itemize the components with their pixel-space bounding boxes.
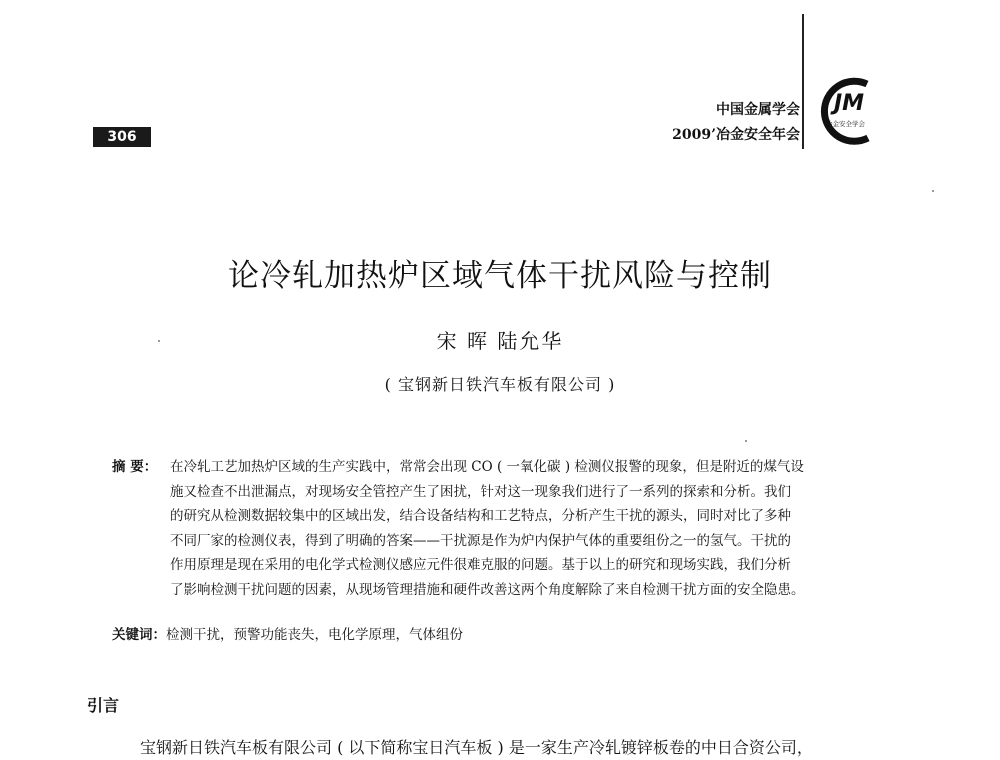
abstract-line: 了影响检测干扰问题的因素，从现场管理措施和硬件改善这两个角度解除了来自检测干扰方面的安全隐患。 bbox=[170, 581, 805, 598]
abstract-line: 施又检查不出泄漏点，对现场安全管控产生了困扰，针对这一现象我们进行了一系列的探索和分析。我们 bbox=[170, 483, 791, 500]
scan-speck bbox=[745, 440, 747, 442]
svg-text:JM: JM bbox=[834, 91, 865, 116]
paper-affiliation: ( 宝钢新日铁汽车板有限公司 ) bbox=[384, 375, 616, 394]
scan-speck bbox=[158, 340, 160, 342]
page-number: 306 bbox=[93, 127, 151, 147]
society-name: 中国金属学会 bbox=[716, 102, 800, 118]
keywords-text: 检测干扰，预警功能丧失，电化学原理，气体组份 bbox=[166, 627, 463, 643]
abstract bbox=[112, 455, 892, 602]
abstract-label: 摘 要： bbox=[112, 459, 158, 475]
abstract-line: 的研究从检测数据较集中的区域出发，结合设备结构和工艺特点，分析产生干扰的源头，同时对比了多种 bbox=[170, 508, 791, 524]
abstract-line bbox=[112, 455, 892, 480]
keywords bbox=[112, 623, 463, 643]
logo-caption: 冶金安全学会 bbox=[826, 120, 865, 128]
conference-name: 2009’冶金安全年会 bbox=[672, 127, 800, 143]
intro-paragraph: 宝钢新日铁汽车板有限公司 ( 以下简称宝日汽车板 ) 是一家生产冷轧镀锌板卷的中日合资公司， bbox=[140, 738, 813, 757]
paper-authors: 宋 晖 陆允华 bbox=[436, 329, 564, 353]
section-heading-intro: 引言 bbox=[87, 696, 120, 715]
abstract-line-text: 在冷轧工艺加热炉区域的生产实践中，常常会出现 CO ( 一氧化碳 ) 检测仪报警的现象，但是附近的煤气设 bbox=[170, 459, 804, 475]
logo-icon bbox=[812, 70, 882, 150]
paper-title: 论冷轧加热炉区域气体干扰风险与控制 bbox=[228, 258, 772, 294]
scan-speck bbox=[932, 190, 934, 192]
header-divider bbox=[802, 14, 804, 149]
abstract-line: 不同厂家的检测仪表，得到了明确的答案——干扰源是作为炉内保护气体的重要组份之一的氢气。干扰的 bbox=[170, 532, 791, 549]
abstract-line: 作用原理是现在采用的电化学式检测仪感应元件很难克服的问题。基于以上的研究和现场实践，我们分析 bbox=[170, 557, 791, 573]
conference-header bbox=[652, 98, 800, 148]
society-logo bbox=[812, 70, 882, 150]
keywords-label: 关键词： bbox=[112, 627, 166, 643]
